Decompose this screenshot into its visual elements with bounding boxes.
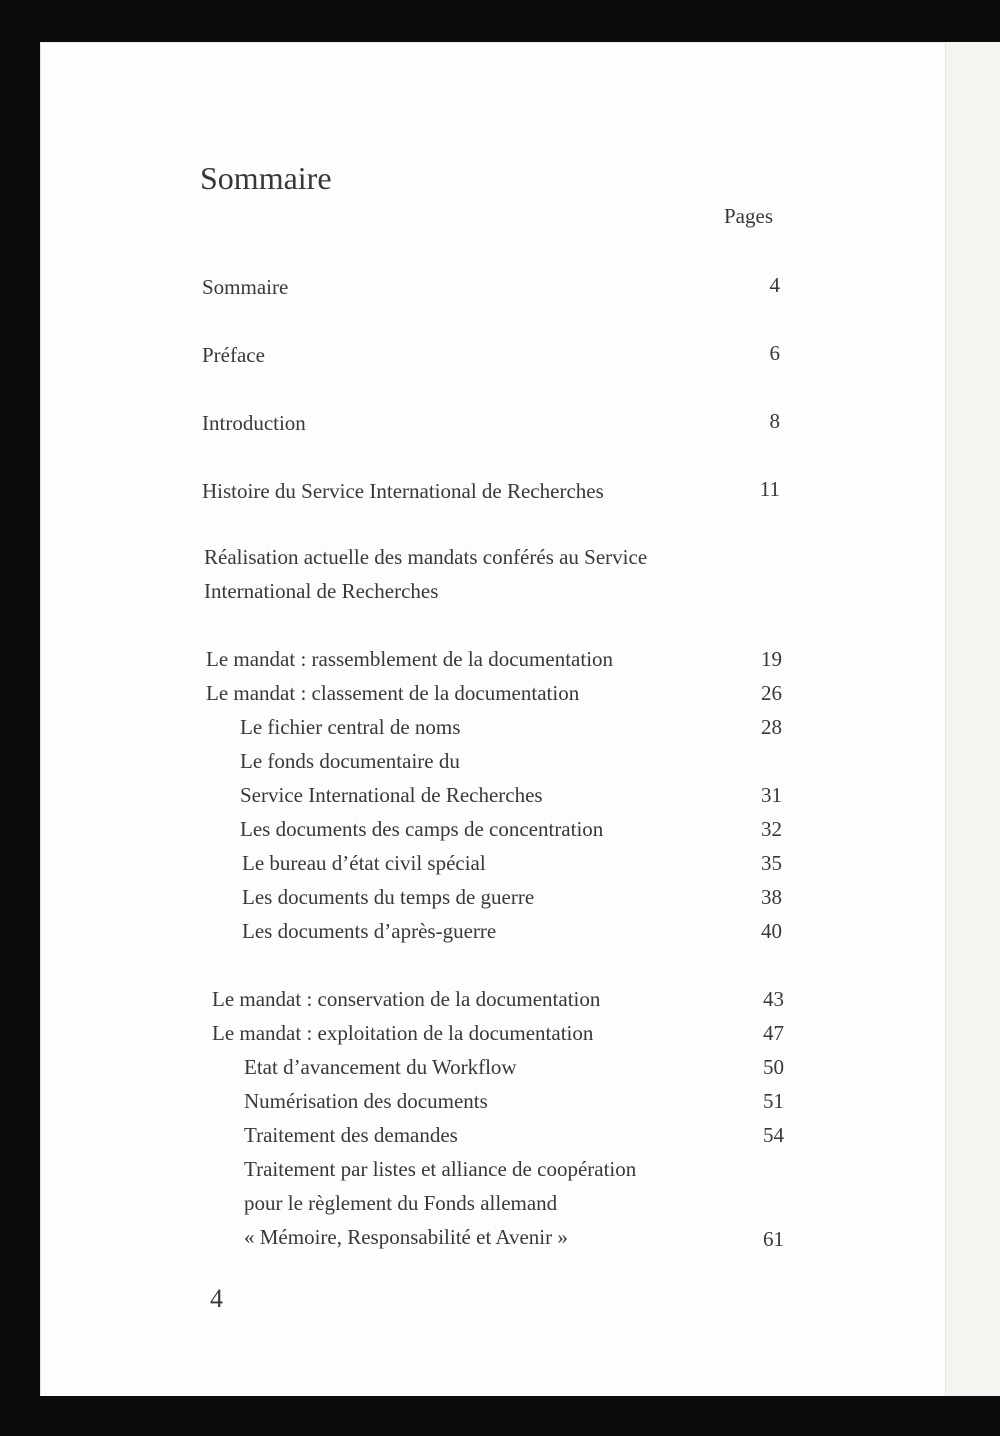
toc-subentry: Traitement par listes et alliance de coopération (244, 1157, 637, 1181)
toc-entry: Sommaire (202, 275, 289, 299)
toc-page-number: 6 (769, 341, 780, 365)
toc-subentry: Le fonds documentaire du (240, 749, 460, 773)
table-of-contents (40, 42, 946, 1398)
toc-entry: Le mandat : classement de la documentation (206, 681, 580, 705)
toc-page-number: 26 (761, 681, 782, 705)
toc-page-number: 4 (769, 273, 780, 297)
toc-entry: Le mandat : exploitation de la documentation (212, 1021, 594, 1045)
toc-page-number: 54 (763, 1123, 784, 1147)
toc-subentry: Traitement des demandes (244, 1123, 458, 1147)
toc-page-number: 47 (763, 1021, 784, 1045)
toc-page-number: 28 (761, 715, 782, 739)
page-number: 4 (210, 1284, 223, 1313)
adjacent-page-edge (946, 42, 1000, 1398)
toc-page-number: 40 (761, 919, 782, 943)
toc-entry: Introduction (202, 411, 306, 435)
toc-subentry: « Mémoire, Responsabilité et Avenir » (244, 1225, 568, 1249)
toc-page-number: 38 (761, 885, 782, 909)
toc-page-number: 19 (761, 647, 782, 671)
toc-subentry: Les documents d’après-guerre (242, 919, 497, 943)
toc-entry: Préface (202, 343, 265, 367)
toc-subentry: Les documents du temps de guerre (242, 885, 535, 909)
toc-subentry: Etat d’avancement du Workflow (244, 1055, 517, 1079)
toc-page-number: 31 (761, 783, 782, 807)
page-title: Sommaire (200, 160, 332, 196)
toc-page-number: 11 (759, 477, 780, 501)
toc-subentry: Numérisation des documents (244, 1089, 488, 1113)
toc-page-number: 50 (763, 1055, 784, 1079)
toc-subentry: Le fichier central de noms (240, 715, 461, 739)
scan-border (40, 1396, 1000, 1436)
toc-entry: Histoire du Service International de Recherches (202, 479, 604, 503)
document-page (40, 42, 946, 1398)
toc-subentry: Les documents des camps de concentration (240, 817, 604, 841)
toc-entry: Le mandat : rassemblement de la documentation (206, 647, 614, 671)
toc-page-number: 43 (763, 987, 784, 1011)
toc-entry: Le mandat : conservation de la documentation (212, 987, 601, 1011)
toc-entry: Réalisation actuelle des mandats conférés au Service (204, 545, 648, 569)
toc-page-number: 61 (763, 1227, 784, 1251)
toc-page-number: 51 (763, 1089, 784, 1113)
toc-subentry: Service International de Recherches (240, 783, 543, 807)
toc-page-number: 8 (769, 409, 780, 433)
toc-page-number: 35 (761, 851, 782, 875)
toc-entry: International de Recherches (204, 579, 439, 603)
toc-subentry: pour le règlement du Fonds allemand (244, 1191, 558, 1215)
pages-column-label: Pages (724, 204, 773, 228)
toc-subentry: Le bureau d’état civil spécial (242, 851, 486, 875)
toc-page-number: 32 (761, 817, 782, 841)
